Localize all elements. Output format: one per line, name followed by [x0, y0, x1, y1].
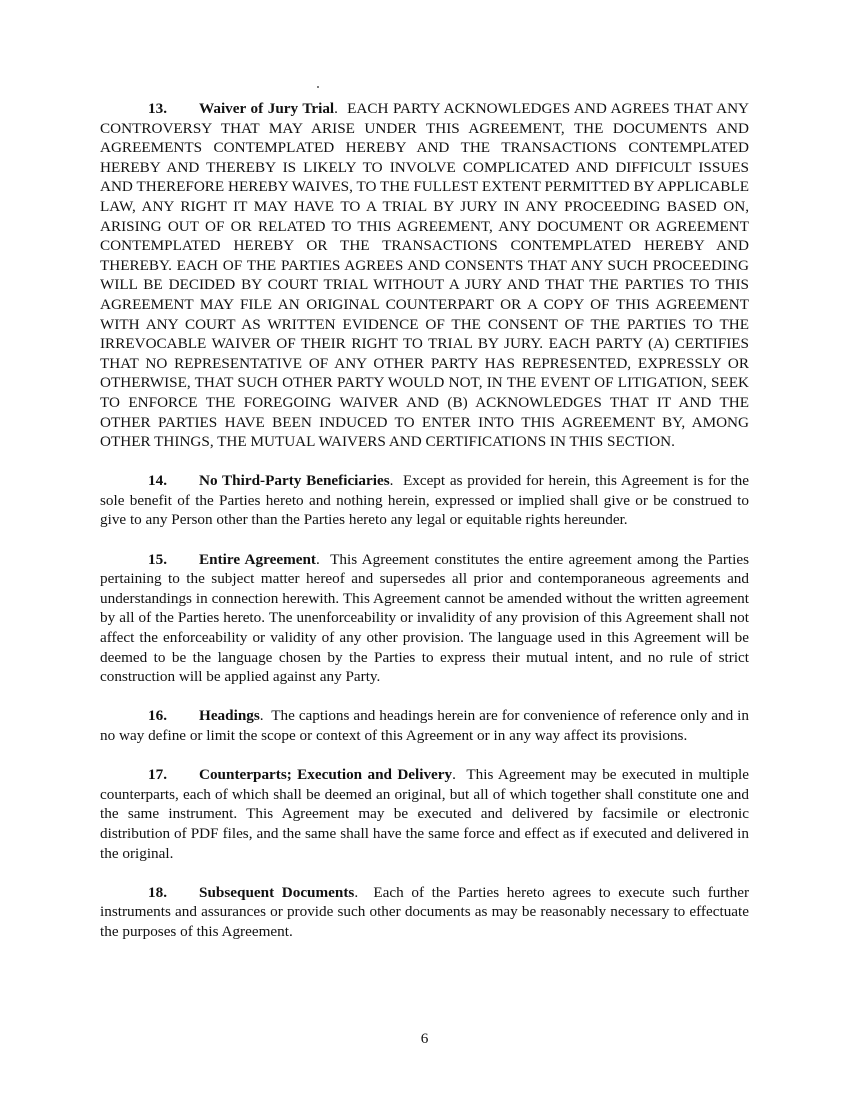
section-14 — [100, 471, 749, 530]
section-title: No Third-Party Beneficiaries — [199, 472, 390, 490]
title-period: . — [315, 550, 320, 568]
section-text: Except as provided for herein, this Agreement is for the sole benefit of the Parties hereto and nothing herein, expressed or implied shall give or be construed to give to any Person other than the Parties hereto any legal or equitable rights hereunder. — [100, 472, 750, 529]
section-13 — [100, 99, 749, 452]
stray-mark — [317, 86, 319, 88]
section-title: Counterparts; Execution and Delivery — [199, 766, 453, 784]
title-period: . — [389, 472, 394, 490]
section-title: Headings — [199, 707, 260, 725]
title-period: . — [354, 883, 359, 901]
section-title: Entire Agreement — [199, 550, 316, 568]
section-text: This Agreement constitutes the entire agreement among the Parties pertaining to the subject matter hereof and supersedes all prior and contemporaneous agreements and understandings in connection herewith. This Agreement cannot be amended without the written agreement by all of the Parties hereto. The unenforceability or invalidity of any provision of this Agreement shall not affect the enforceability or validity of any other provision. The language used in this Agreement will be deemed to be the language chosen by the Parties to express their mutual intent, and no rule of strict construction will be applied against any Party. — [100, 550, 749, 686]
section-number: 13. — [148, 100, 167, 117]
section-title: Waiver of Jury Trial — [199, 100, 335, 117]
title-period: . — [334, 100, 338, 117]
section-number: 18. — [148, 883, 167, 901]
title-period: . — [452, 766, 456, 784]
section-18 — [100, 883, 749, 942]
section-text: Each of the Parties hereto agrees to execute such further instruments and assurances or provide such other documents as may be reasonably necessary to effectuate the purposes of this Agreement. — [100, 883, 750, 940]
section-text: EACH PARTY ACKNOWLEDGES AND AGREES THAT ANY CONTROVERSY THAT MAY ARISE UNDER THIS AGREEMENT, THE DOCUMENTS AND AGREEMENTS CONTEMPLATED HEREBY AND THE TRANSACTIONS CONTEMPLATED HEREBY AND THEREBY IS LIKELY TO INVOLVE COMPLICATED AND DIFFICULT ISSUES AND THEREFORE HEREBY WAIVES, TO THE FULLEST EXTENT PERMITTED BY APPLICABLE LAW, ANY RIGHT IT MAY HAVE TO A TRIAL BY JURY IN ANY PROCEEDING BASED ON, ARISING OUT OF OR RELATED TO THIS AGREEMENT, ANY DOCUMENT OR AGREEMENT CONTEMPLATED HEREBY OR THE TRANSACTIONS CONTEMPLATED HEREBY AND THEREBY. EACH OF THE PARTIES AGREES AND CONSENTS THAT ANY SUCH PROCEEDING WILL BE DECIDED BY COURT TRIAL WITHOUT A JURY AND THAT THE PARTIES TO THIS AGREEMENT MAY FILE AN ORIGINAL COUNTERPART OR A COPY OF THIS AGREEMENT WITH ANY COURT AS WRITTEN EVIDENCE OF THE CONSENT OF THE PARTIES TO THE IRREVOCABLE WAIVER OF THEIR RIGHT TO TRIAL BY JURY. EACH PARTY (A) CERTIFIES THAT NO REPRESENTATIVE OF ANY OTHER PARTY HAS REPRESENTED, EXPRESSLY OR OTHERWISE, THAT SUCH OTHER PARTY WOULD NOT, IN THE EVENT OF LITIGATION, SEEK TO ENFORCE THE FOREGOING WAIVER AND (B) ACKNOWLEDGES THAT IT AND THE OTHER PARTIES HAVE BEEN INDUCED TO ENTER INTO THIS AGREEMENT BY, AMONG OTHER THINGS, THE MUTUAL WAIVERS AND CERTIFICATIONS IN THIS SECTION. — [100, 100, 750, 451]
section-number: 15. — [148, 550, 167, 568]
section-text: This Agreement may be executed in multiple counterparts, each of which shall be deemed an original, but all of which together shall constitute one and the same instrument. This Agreement may be executed and delivered by facsimile or electronic distribution of PDF files, and the same shall have the same force and effect as if executed and delivered in the original. — [100, 766, 750, 862]
section-17 — [100, 765, 749, 863]
section-title: Subsequent Documents — [199, 883, 355, 901]
section-number: 14. — [148, 472, 167, 490]
section-number: 16. — [148, 707, 167, 725]
section-number: 17. — [148, 766, 167, 784]
document-body — [100, 99, 749, 961]
page-number: 6 — [420, 1030, 429, 1047]
title-period: . — [259, 707, 264, 725]
section-16 — [100, 706, 749, 745]
section-15 — [100, 550, 749, 687]
section-text: The captions and headings herein are for convenience of reference only and in no way define or limit the scope or context of this Agreement or in any way affect its provisions. — [100, 707, 749, 744]
